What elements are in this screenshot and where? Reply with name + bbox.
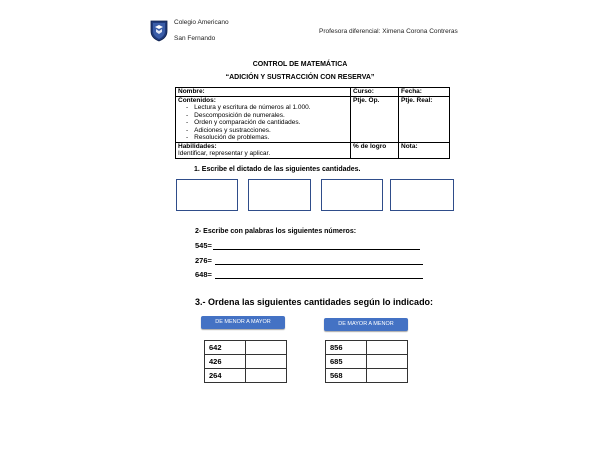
info-table [175,87,450,159]
contenidos-label: Contenidos: [178,96,216,104]
section1-heading: 1. Escribe el dictado de las siguientes cantidades. [194,166,361,173]
number-label: 276= [195,256,212,265]
dictation-box-2[interactable] [248,179,311,211]
answer-cell[interactable] [246,341,287,355]
dictation-box-4[interactable] [390,179,454,211]
school-location: San Fernando [174,35,216,42]
value-cell: 568 [326,369,367,383]
nombre-label: Nombre: [178,88,205,95]
nota-label: Nota: [401,142,418,150]
habilidades-text: Identificar, representar y aplicar. [178,150,271,157]
habilidades-cell [176,142,351,158]
table-row [205,341,287,355]
value-cell: 426 [205,355,246,369]
ptje-op-cell[interactable] [351,96,399,142]
table-row [205,369,287,383]
page-title: CONTROL DE MATEMÁTICA [252,61,348,68]
teacher-name: Profesora diferencial: Ximena Corona Contreras [319,28,458,35]
value-cell: 264 [205,369,246,383]
curso-label: Curso: [353,88,374,95]
value-cell: 642 [205,341,246,355]
school-logo [147,18,171,42]
answer-line[interactable] [215,256,423,265]
list-item: - Descomposición de numerales. [196,112,348,120]
section2-heading: 2- Escribe con palabras los siguientes números: [195,228,357,235]
fecha-label: Fecha: [401,88,422,95]
answer-cell[interactable] [367,355,408,369]
school-name: Colegio Americano [174,19,229,26]
table-row [326,369,408,383]
table-row [205,355,287,369]
dictation-box-1[interactable] [176,179,238,211]
nombre-cell[interactable] [176,88,351,97]
number-line-545[interactable] [195,241,420,250]
ptje-real-cell[interactable] [399,96,450,142]
answer-cell[interactable] [246,355,287,369]
table-row [326,341,408,355]
descending-order-button[interactable]: DE MAYOR A MENOR [324,318,408,331]
ptje-op-label: Ptje. Op. [353,96,380,104]
descending-table [325,340,408,383]
value-cell: 685 [326,355,367,369]
list-item: - Resolución de problemas. [196,134,348,142]
ascending-order-button[interactable]: DE MENOR A MAYOR [201,316,285,329]
value-cell: 856 [326,341,367,355]
answer-line[interactable] [215,270,423,279]
number-line-276[interactable] [195,256,423,265]
number-line-648[interactable] [195,270,423,279]
contenidos-list [178,104,348,142]
habilidades-label: Habilidades: [178,142,217,150]
list-item: - Lectura y escritura de números al 1.000. [196,104,348,112]
number-label: 648= [195,270,212,279]
answer-cell[interactable] [367,369,408,383]
ptje-real-label: Ptje. Real: [401,96,433,104]
nota-cell[interactable] [399,142,450,158]
section3-heading: 3.- Ordena las siguientes cantidades según lo indicado: [195,297,434,307]
logro-label: % de logro [353,142,387,150]
answer-cell[interactable] [367,341,408,355]
answer-cell[interactable] [246,369,287,383]
fecha-cell[interactable] [399,88,450,97]
logro-cell[interactable] [351,142,399,158]
number-label: 545= [195,241,212,250]
curso-cell[interactable] [351,88,399,97]
contenidos-cell [176,96,351,142]
list-item: - Orden y comparación de cantidades. [196,119,348,127]
answer-line[interactable] [213,241,420,250]
page-subtitle: “ADICIÓN Y SUSTRACCIÓN CON RESERVA” [225,74,375,81]
list-item: - Adiciones y sustracciones. [196,127,348,135]
ascending-table [204,340,287,383]
table-row [326,355,408,369]
dictation-box-3[interactable] [321,179,383,211]
